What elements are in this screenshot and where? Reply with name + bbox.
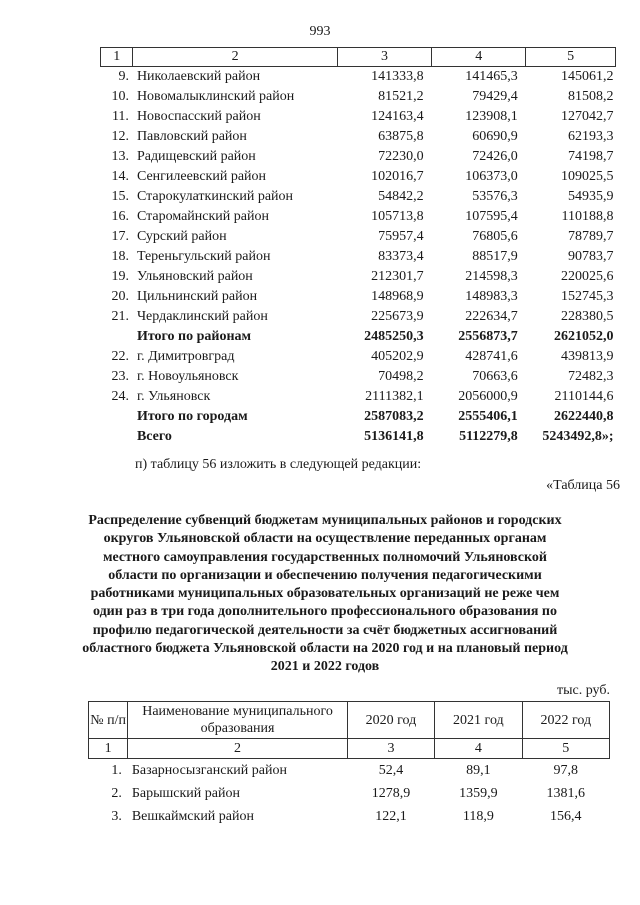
value-2022: 90783,7: [568, 249, 614, 264]
value-2021: 148983,3: [465, 289, 518, 304]
table-row: [101, 187, 616, 207]
table-row: [101, 367, 616, 387]
row-number: 13.: [111, 149, 129, 164]
value-2021: 2056000,9: [458, 389, 518, 404]
value-2021: 53576,3: [472, 189, 518, 204]
table-row: [101, 147, 616, 167]
municipality-name: г. Ульяновск: [136, 389, 211, 404]
table-row: [101, 227, 616, 247]
value-2020: 54842,2: [378, 189, 424, 204]
value-2021: 118,9: [462, 809, 494, 824]
value-2022: 5243492,8»;: [542, 429, 614, 444]
municipality-name: Сенгилеевский район: [136, 169, 267, 184]
municipality-name: г. Новоульяновск: [136, 369, 239, 384]
municipality-name: Итого по районам: [136, 329, 252, 344]
value-2020: 70498,2: [378, 369, 424, 384]
value-2021: 2555406,1: [458, 409, 518, 424]
value-2020: 2111382,1: [365, 389, 424, 404]
value-2022: 152745,3: [561, 289, 614, 304]
table-title: Распределение субвенций бюджетам муниципальных районов и городских округов Ульяновской области на осуществление переданных органам местного самоуправления государственных полномочий Ульяновской области по организации и обеспечению получения педагогическими работниками муниципальных образовательных организаций не реже чем один раз в три года дополнительного профессионального образования по профилю педагогической деятельности за счёт бюджетных ассигнований областного бюджета Ульяновской области на 2020 год и на плановый период 2021 и 2022 годов: [82, 513, 568, 675]
row-number: 17.: [111, 229, 129, 244]
municipality-name: Итого по городам: [136, 409, 248, 424]
value-2021: 141465,3: [465, 69, 518, 84]
value-2022: 78789,7: [568, 229, 614, 244]
value-2022: 54935,9: [568, 189, 614, 204]
table-row: [101, 387, 616, 407]
table-row: [89, 805, 610, 828]
column-number: 5: [526, 48, 616, 67]
value-2021: 107595,4: [465, 209, 518, 224]
subvention-table-56: [88, 701, 610, 828]
column-number: 1: [89, 739, 128, 759]
value-2020: 141333,8: [371, 69, 424, 84]
total-row: [101, 407, 616, 427]
value-2021: 123908,1: [465, 109, 518, 124]
value-2021: 89,1: [466, 763, 491, 778]
value-2022: 156,4: [550, 809, 582, 824]
table-row: [101, 307, 616, 327]
header-2021: 2021 год: [435, 702, 522, 739]
table-row: [101, 207, 616, 227]
units-label: тыс. руб.: [557, 683, 610, 698]
municipality-name: Новоспасский район: [136, 109, 261, 124]
value-2021: 2556873,7: [458, 329, 518, 344]
municipality-name: Тереньгульский район: [136, 249, 271, 264]
value-2022: 127042,7: [561, 109, 614, 124]
municipality-name: Сурский район: [136, 229, 227, 244]
column-number: 4: [435, 739, 522, 759]
amendment-note: п) таблицу 56 изложить в следующей редакции:: [135, 457, 422, 472]
value-2021: 60690,9: [472, 129, 518, 144]
municipality-name: Барышский район: [131, 786, 240, 801]
value-2021: 106373,0: [465, 169, 518, 184]
table-row: [101, 107, 616, 127]
table-row: [101, 87, 616, 107]
value-2022: 72482,3: [568, 369, 614, 384]
row-number: 12.: [111, 129, 129, 144]
value-2020: 105713,8: [371, 209, 424, 224]
row-number: 11.: [111, 109, 129, 124]
row-number: 3.: [111, 809, 122, 824]
value-2022: 81508,2: [568, 89, 614, 104]
row-number: [101, 427, 133, 447]
value-2022: 145061,2: [561, 69, 614, 84]
table-row: [89, 759, 610, 783]
subvention-table-continued: [100, 47, 616, 447]
column-number: 1: [101, 48, 133, 67]
value-2020: 148968,9: [371, 289, 424, 304]
total-row: [101, 427, 616, 447]
municipality-name: Вешкаймский район: [131, 809, 254, 824]
value-2020: 81521,2: [378, 89, 424, 104]
value-2021: 428741,6: [465, 349, 518, 364]
value-2022: 74198,7: [568, 149, 614, 164]
value-2021: 88517,9: [472, 249, 518, 264]
value-2021: 222634,7: [465, 309, 518, 324]
municipality-name: Новомалыклинский район: [136, 89, 295, 104]
value-2022: 439813,9: [561, 349, 614, 364]
value-2022: 2622440,8: [554, 409, 614, 424]
header-number: № п/п: [89, 702, 128, 739]
row-number: 2.: [111, 786, 122, 801]
municipality-name: Чердаклинский район: [136, 309, 268, 324]
column-number-row: [89, 739, 610, 759]
value-2020: 5136141,8: [364, 429, 424, 444]
value-2022: 110188,8: [561, 209, 614, 224]
municipality-name: г. Димитровград: [136, 349, 235, 364]
row-number: 19.: [111, 269, 129, 284]
value-2020: 52,4: [378, 763, 404, 778]
table-row: [101, 247, 616, 267]
table-row: [101, 67, 616, 88]
header-2020: 2020 год: [347, 702, 434, 739]
value-2022: 109025,5: [561, 169, 614, 184]
column-number: 4: [432, 48, 526, 67]
value-2021: 76805,6: [472, 229, 518, 244]
value-2020: 63875,8: [378, 129, 424, 144]
column-number: 3: [347, 739, 434, 759]
municipality-name: Радищевский район: [136, 149, 256, 164]
row-number: 22.: [111, 349, 129, 364]
value-2020: 72230,0: [378, 149, 424, 164]
table-row: [101, 287, 616, 307]
row-number: 23.: [111, 369, 129, 384]
value-2021: 5112279,8: [459, 429, 518, 444]
municipality-name: Старокулаткинский район: [136, 189, 294, 204]
municipality-name: Николаевский район: [136, 69, 261, 84]
value-2020: 405202,9: [371, 349, 424, 364]
value-2021: 214598,3: [465, 269, 518, 284]
table-row: [101, 347, 616, 367]
value-2020: 75957,4: [378, 229, 424, 244]
row-number: [101, 407, 133, 427]
row-number: 20.: [111, 289, 129, 304]
value-2022: 228380,5: [561, 309, 614, 324]
value-2022: 220025,6: [561, 269, 614, 284]
value-2022: 97,8: [553, 763, 579, 778]
table-row: [101, 167, 616, 187]
page-number: 993: [309, 24, 331, 39]
value-2020: 212301,7: [371, 269, 424, 284]
column-number: 5: [522, 739, 609, 759]
value-2020: 83373,4: [378, 249, 424, 264]
table-reference: «Таблица 56: [546, 478, 620, 493]
value-2020: 225673,9: [371, 309, 424, 324]
value-2020: 1278,9: [371, 786, 411, 801]
table-row: [101, 267, 616, 287]
value-2021: 70663,6: [472, 369, 518, 384]
row-number: 21.: [111, 309, 129, 324]
value-2021: 72426,0: [472, 149, 518, 164]
municipality-name: Всего: [136, 429, 172, 444]
value-2022: 2110144,6: [554, 389, 614, 404]
municipality-name: Павловский район: [136, 129, 247, 144]
municipality-name: Цильнинский район: [136, 289, 258, 304]
value-2022: 2621052,0: [554, 329, 614, 344]
municipality-name: Старомайнский район: [136, 209, 269, 224]
municipality-name: Базарносызганский район: [131, 763, 287, 778]
table-row: [89, 782, 610, 805]
column-number-row: [101, 48, 616, 67]
value-2020: 122,1: [375, 809, 407, 824]
row-number: [101, 327, 133, 347]
row-number: 9.: [118, 69, 129, 84]
value-2022: 1381,6: [546, 786, 586, 801]
table-row: [101, 127, 616, 147]
row-number: 14.: [111, 169, 129, 184]
value-2022: 62193,3: [568, 129, 614, 144]
value-2020: 2485250,3: [364, 329, 424, 344]
row-number: 24.: [111, 389, 129, 404]
row-number: 1.: [111, 763, 122, 778]
municipality-name: Ульяновский район: [136, 269, 253, 284]
column-number: 2: [128, 739, 347, 759]
column-number: 3: [337, 48, 431, 67]
value-2020: 124163,4: [371, 109, 424, 124]
row-number: 15.: [111, 189, 129, 204]
header-2022: 2022 год: [522, 702, 609, 739]
value-2021: 79429,4: [472, 89, 518, 104]
column-number: 2: [133, 48, 337, 67]
header-name: Наименование муниципального образования: [128, 702, 347, 739]
value-2020: 102016,7: [371, 169, 424, 184]
value-2020: 2587083,2: [364, 409, 424, 424]
value-2021: 1359,9: [459, 786, 498, 801]
row-number: 16.: [111, 209, 129, 224]
total-row: [101, 327, 616, 347]
row-number: 10.: [111, 89, 129, 104]
header-row: [89, 702, 610, 739]
row-number: 18.: [111, 249, 129, 264]
